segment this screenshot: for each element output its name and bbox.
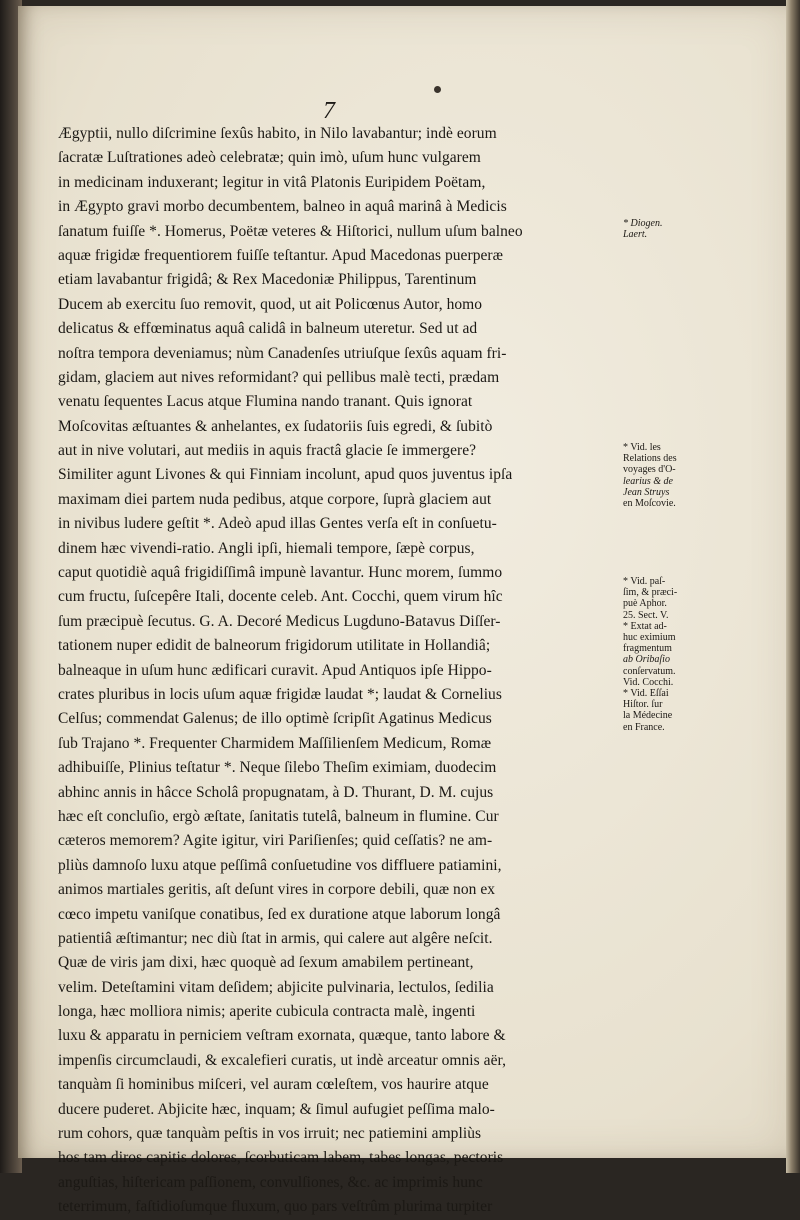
text-line: delicatus & effœminatus aquâ calidâ in balneum uteretur. Sed ut ad <box>58 320 478 338</box>
text-line: patientiâ æſtimantur; nec diù ſtat in armis, qui calere aut algêre neſcit. <box>58 929 493 947</box>
text-line: in nivibus ludere geſtit *. Adeò apud illas Gentes verſa eſt in conſuetu- <box>58 515 497 533</box>
ink-speck <box>434 86 441 93</box>
note-line: Hiſtor. ſur <box>623 699 663 711</box>
text-line: Quæ de viris jam dixi, hæc quoquè ad ſexum amabilem pertineant, <box>58 954 474 972</box>
note-line: * Vid. les <box>623 442 661 453</box>
text-line: gidam, glaciem aut nives reformidant? qui pellibus malè tecti, prædam <box>58 368 500 386</box>
note-line: fragmentum <box>623 643 672 655</box>
note-line: conſervatum. <box>623 665 676 677</box>
note-line: voyages d'O- <box>623 464 676 476</box>
text-line: ſanatum fuiſſe *. Homerus, Poëtæ veteres & Hiſtorici, nullum uſum balneo <box>58 222 523 240</box>
note-line: * Vid. paſ- <box>623 576 666 587</box>
text-line: ducere puderet. Abjicite hæc, inquam; & ſimul aufugiet peſſima malo- <box>58 1100 495 1118</box>
text-line: hos tam diros capitis dolores, ſcorbuticam labem, tabes longas, pectoris <box>58 1149 504 1167</box>
text-line: animos martiales geritis, aſt deſunt vires in corpore debili, quæ non ex <box>58 881 496 899</box>
text-line: balneaque in uſum hunc ædificari curavit. Apud Antiquos ipſe Hippo- <box>58 661 492 679</box>
text-line: aquæ frigidæ frequentiorem fuiſſe teſtantur. Apud Macedonas puerperæ <box>58 246 504 264</box>
note-line: puè Aphor. <box>623 598 667 610</box>
text-line: impenſis circumclaudi, & excalefieri curatis, ut indè arceatur omnis aër, <box>58 1051 507 1069</box>
note-line: Vid. Cocchi. <box>623 676 674 688</box>
note-line: * Diogen. <box>623 218 663 229</box>
marginal-note <box>623 218 703 240</box>
text-line: ſum præcipuè ſecutus. G. A. Decoré Medicus Lugduno-Batavus Diſſer- <box>58 612 501 630</box>
text-line: Ægyptii, nullo diſcrimine ſexûs habito, in Nilo lavabantur; indè eorum <box>58 125 497 142</box>
text-line: cum fructu, ſuſcepêre Itali, docente celeb. Ant. Cocchi, quem virum hîc <box>58 588 503 606</box>
text-line: Ducem ab exercitu ſuo removit, quod, ut ait Policœnus Autor, homo <box>58 295 483 313</box>
book-page <box>18 6 790 1216</box>
text-line: tationem nuper edidit de balneorum frigidorum utilitate in Hollandiâ; <box>58 637 491 655</box>
text-line: dinem hæc vivendi-ratio. Angli ipſi, hiemali tempore, ſæpè corpus, <box>58 539 475 557</box>
text-line: anguſtias, hiſtericam paſſionem, convulſiones, &c. ac imprimis hunc <box>58 1173 483 1191</box>
note-line: 25. Sect. V. <box>623 609 669 621</box>
text-line: longa, hæc molliora nimis; aperite cubicula contracta malè, ingenti <box>58 1003 476 1021</box>
note-line: * Extat ad- <box>623 620 667 632</box>
text-line: maximam diei partem nuda pedibus, atque corpore, ſuprà glaciem aut <box>58 490 492 508</box>
note-line: ſim, & præci- <box>623 587 678 599</box>
marginal-note <box>623 442 703 509</box>
text-line: adhibuiſſe, Plinius teſtatur *. Neque ſilebo Theſim eximiam, duodecim <box>58 759 497 777</box>
page-number: 7 <box>323 98 335 124</box>
text-line: hæc eſt concluſio, ergò æſtate, ſanitatis tutelâ, balneum in flumine. Cur <box>58 807 499 825</box>
text-line: rum cohors, quæ tanquàm peſtis in vos irruit; nec patiemini ampliùs <box>58 1125 482 1143</box>
note-line: learius & de <box>623 475 673 487</box>
text-line: pliùs damnoſo luxu atque peſſimâ conſuetudine vos diffluere patiamini, <box>58 856 502 874</box>
note-line: la Médecine <box>623 710 673 722</box>
note-line: huc eximium <box>623 632 676 644</box>
text-line: Celſus; commendat Galenus; de illo optimè ſcripſit Agatinus Medicus <box>58 710 492 728</box>
note-line: Jean Struys <box>623 486 670 498</box>
text-line: ſacratæ Luſtrationes adeò celebratæ; quin imò, uſum hunc vulgarem <box>58 149 481 167</box>
marginal-note <box>623 576 703 733</box>
text-line: ſub Trajano *. Frequenter Charmidem Maſſilienſem Medicum, Romæ <box>58 734 492 752</box>
text-line: caput quotidiè aquâ frigidiſſimâ impunè lavantur. Hunc morem, ſummo <box>58 564 503 582</box>
note-line: Laert. <box>623 229 648 241</box>
note-line: en France. <box>623 721 665 733</box>
text-line: velim. Deteſtamini vitam deſidem; abjicite pulvinaria, lectulos, ſedilia <box>58 978 494 996</box>
note-line: Relations des <box>623 453 677 465</box>
note-line: * Vid. Eſſai <box>623 688 669 700</box>
text-line: etiam lavabantur frigidâ; & Rex Macedoniæ Philippus, Tarentinum <box>58 271 477 289</box>
text-line: cæteros memorem? Agite igitur, viri Pariſienſes; quid ceſſatis? ne am- <box>58 832 493 850</box>
text-line: tanquàm ſi hominibus miſceri, vel auram cœleſtem, vos haurire atque <box>58 1076 489 1094</box>
body-text <box>58 122 618 1220</box>
text-line: cœco impetu vaniſque conatibus, ſed ex duratione atque laborum longâ <box>58 905 501 923</box>
text-line: abhinc annis in hâcce Scholâ propugnatam, à D. Thurant, D. M. cujus <box>58 783 494 801</box>
text-line: noſtra tempora deveniamus; nùm Canadenſes utriuſque ſexûs aquam fri- <box>58 344 507 362</box>
scan-right-edge <box>786 0 800 1173</box>
text-line: venatu ſequentes Lacus atque Flumina nando tranant. Quis ignorat <box>58 393 473 411</box>
text-line: in medicinam induxerant; legitur in vitâ Platonis Euripidem Poëtam, <box>58 173 486 191</box>
text-line: teterrimum, faſtidioſumque fluxum, quo pars veſtrûm plurima turpiter <box>58 1198 493 1216</box>
text-line: Moſcovitas æſtuantes & anhelantes, ex ſudatoriis ſuis egredi, & ſubitò <box>58 417 493 435</box>
text-line: luxu & apparatu in perniciem veſtram exornata, quæque, tanto labore & <box>58 1027 506 1045</box>
note-line: en Moſcovie. <box>623 498 676 510</box>
text-line: in Ægypto gravi morbo decumbentem, balneo in aquâ marinâ à Medicis <box>58 198 507 216</box>
note-line: ab Oribaſio <box>623 654 670 666</box>
text-line: aut in nive volutari, aut mediis in aquis fractâ glacie ſe immergere? <box>58 442 477 460</box>
text-line: crates pluribus in locis uſum aquæ frigidæ laudat *; laudat & Cornelius <box>58 685 502 703</box>
text-line: Similiter agunt Livones & qui Finniam incolunt, apud quos juventus ipſa <box>58 466 513 484</box>
